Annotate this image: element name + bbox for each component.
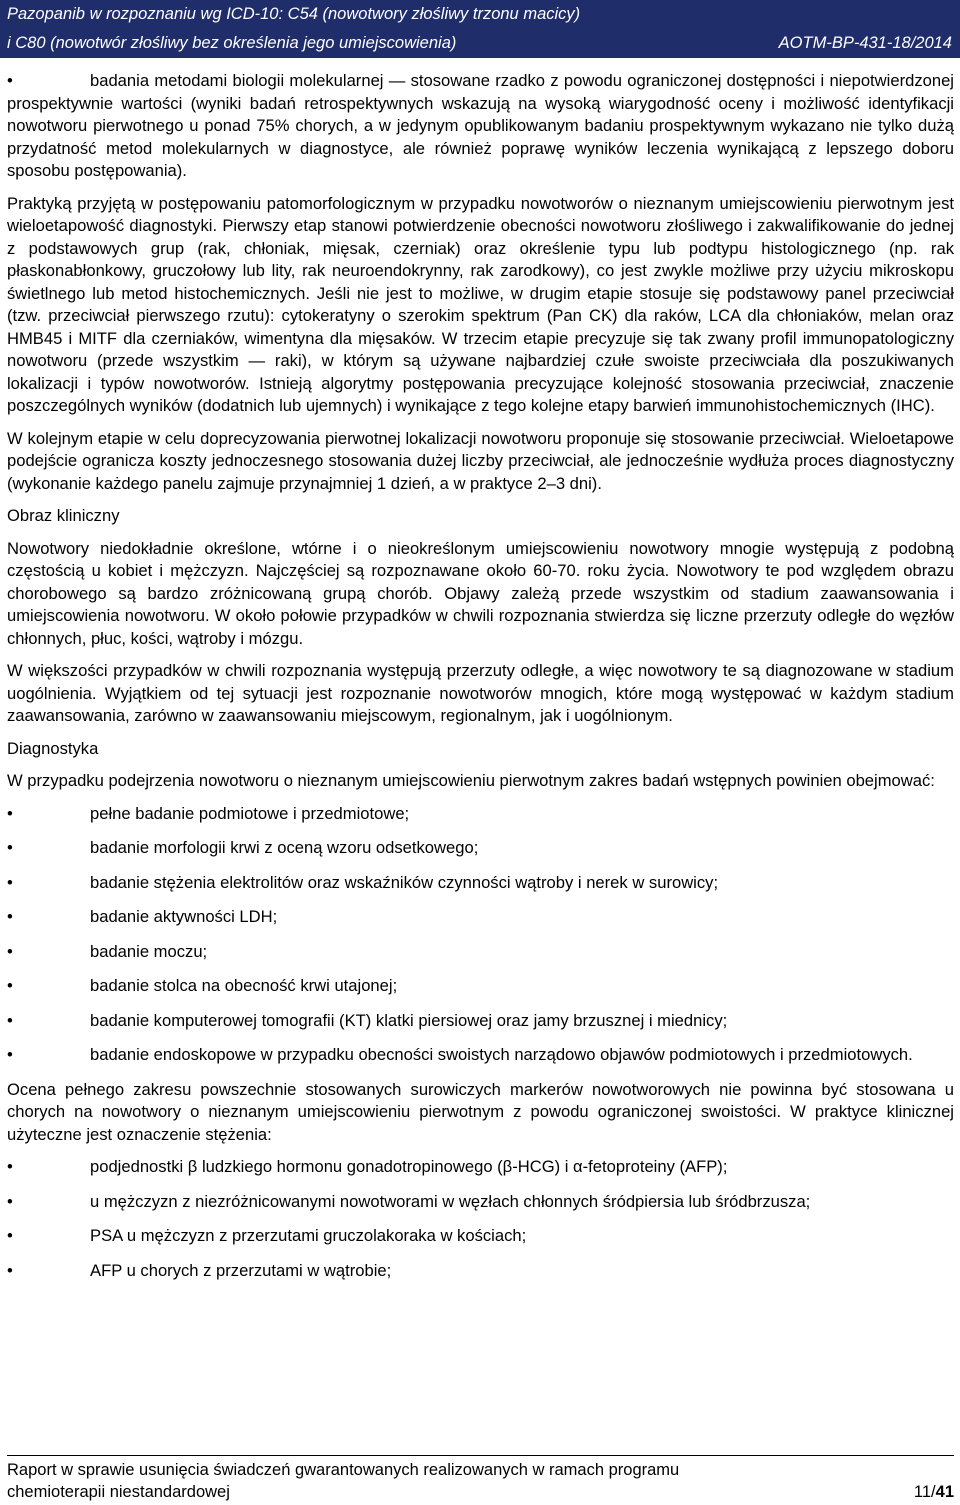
paragraph: Nowotwory niedokładnie określone, wtórne i o nieokreślonym umiejscowieniu nowotwory mnogie występują z podobną częstością u kobiet i mężczyzn. Najczęściej są rozpoznawane około 60-70. roku życia. Nowotwory te pod względem obrazu chorobowego są bardzo zróżnicowaną grupą chorób. Objawy zależą przede wszystkim od stadium zaawansowania i umiejscowienia nowotworu. W około połowie przypadków w chwili rozpoznania stwierdza się liczne przerzuty odległe do węzłów chłonnych, płuc, kości, wątroby i mózgu.	[7, 538, 954, 648]
paragraph: Praktyką przyjętą w postępowaniu patomorfologicznym w przypadku nowotworów o nieznanym umiejscowieniu pierwotnym jest wieloetapowość diagnostyki. Pierwszy etap stanowi potwierdzenie obecności nowotworu złośliwego i zakwalifikowanie do jednej z podstawowych grup (rak, chłoniak, mięsak, czerniak) oraz określenie typu lub podtypu histologicznego (np. rak płaskonabłonkowy, gruczołowy lub lity, rak neuroendokrynny, rak zarodkowy), co jest zwykle możliwe przy użyciu mikroskopu świetlnego lub metod histochemicznych. Jeśli nie jest to możliwe, w drugim etapie stosuje się podstawowy panel przeciwciał (tzw. przeciwciał pierwszego rzutu): cytokeratyny o szerokim spektrum (Pan CK) dla raków, LCA dla chłoniaków, melan oraz HMB45 i MITF dla czerniaków, wimentyna dla mięsaków. W trzecim etapie precyzuje się tak zwany profil immunopatologiczny nowotworu (przede wszystkim — raki), w którym są używane najbardziej czułe swoiste przeciwciała dla poszukiwanych lokalizacji i typów nowotworów. Istnieją algorytmy postępowania precyzujące kolejność stosowania przeciwciał, znaczenie poszczególnych wyników (dodatnich lub ujemnych) i wynikające z tego kolejne etapy barwień immunohistochemicznych (IHC).	[7, 193, 954, 415]
page-number	[914, 1481, 954, 1503]
bullet-icon: •	[7, 1260, 13, 1280]
list-item	[7, 1260, 954, 1283]
list-item	[7, 1044, 954, 1067]
list-item-text: badanie endoskopowe w przypadku obecności swoistych narządowo objawów podmiotowych i przedmiotowych.	[90, 1045, 913, 1064]
page-footer	[7, 1455, 954, 1503]
list-item-text: badanie aktywności LDH;	[90, 907, 278, 926]
header-title-line2: i C80 (nowotwór złośliwy bez określenia jego umiejscowienia)	[7, 34, 457, 52]
header-report-code: AOTM-BP-431-18/2014	[778, 34, 952, 52]
page-current: 11	[913, 1483, 932, 1501]
list-item-text: PSA u mężczyzn z przerzutami gruczolakoraka w kościach;	[90, 1226, 527, 1245]
list-item-text: badanie stężenia elektrolitów oraz wskaźników czynności wątroby i nerek w surowicy;	[90, 872, 719, 892]
page-header	[0, 0, 960, 58]
bullet-icon: •	[7, 907, 13, 926]
section-heading-diagnostics: Diagnostyka	[7, 738, 99, 758]
footer-report-line1: Raport w sprawie usunięcia świadczeń gwarantowanych realizowanych w ramach programu	[7, 1461, 680, 1479]
diagnostics-list	[7, 803, 954, 1067]
footer-report-line2: chemioterapii niestandardowej	[7, 1483, 230, 1501]
bullet-icon: •	[7, 1157, 13, 1176]
bullet-icon: •	[7, 838, 13, 857]
bullet-icon: •	[7, 1226, 13, 1245]
list-item-text: AFP u chorych z przerzutami w wątrobie;	[90, 1260, 392, 1280]
markers-list	[7, 1156, 954, 1282]
list-item	[7, 803, 954, 826]
list-item	[7, 1225, 954, 1248]
list-item-text: badanie stolca na obecność krwi utajonej;	[90, 976, 398, 995]
list-item	[7, 872, 954, 895]
bullet-icon: •	[7, 976, 13, 995]
list-item-text: pełne badanie podmiotowe i przedmiotowe;	[90, 803, 410, 823]
list-item-text: badanie morfologii krwi z oceną wzoru odsetkowego;	[90, 838, 479, 857]
bullet-icon: •	[7, 941, 13, 961]
page-separator: /	[931, 1483, 936, 1501]
list-item-text: badanie komputerowej tomografii (KT) klatki piersiowej oraz jamy brzusznej i miednicy;	[90, 1010, 728, 1030]
bullet-text: badania metodami biologii molekularnej — stosowane rzadko z powodu ograniczonej dostępności i niepotwierdzonej prospektywnie wartości (wyniki badań retrospektywnych wskazują na wysoką wiarygodność oceny i możliwość identyfikacji nowotworu pierwotnego u ponad 75% chorych, a w jedynym opublikowanym badaniu prospektywnym wykazano nie tylko dużą przydatność metod molekularnych w diagnostyce, ale również poprawę wyników leczenia wynikającą z lepszego doboru sposobu postępowania).	[7, 71, 954, 180]
paragraph: W kolejnym etapie w celu doprecyzowania pierwotnej lokalizacji nowotworu proponuje się stosowanie przeciwciał. Wieloetapowe podejście ogranicza koszty jednoczesnego stosowania dużej liczby przeciwciał, ale jednocześnie wydłuża proces diagnostyczny (wykonanie każdego panelu zajmuje przynajmniej 1 dzień, a w praktyce 2–3 dni).	[7, 428, 954, 493]
document-body	[7, 70, 954, 1294]
list-item	[7, 941, 954, 964]
header-title-line1: Pazopanib w rozpoznaniu wg ICD-10: C54 (nowotwory złośliwy trzonu macicy)	[7, 5, 581, 23]
bullet-icon: •	[7, 71, 13, 90]
list-item	[7, 975, 954, 998]
bullet-icon: •	[7, 872, 13, 892]
list-item-text: u mężczyzn z niezróżnicowanymi nowotworami w węzłach chłonnych śródpiersia lub śródbrzusza;	[90, 1191, 811, 1211]
list-item	[7, 1191, 954, 1214]
paragraph: W większości przypadków w chwili rozpoznania występują przerzuty odległe, a więc nowotwory te są diagnozowane w stadium uogólnienia. Wyjątkiem od tej sytuacji jest rozpoznanie nowotworów mnogich, które mogą występować w każdym stadium zaawansowania, zarówno w zaawansowaniu miejscowym, regionalnym, jak i uogólnionym.	[7, 661, 954, 725]
bullet-icon: •	[7, 803, 13, 823]
section-heading-clinical: Obraz kliniczny	[7, 506, 120, 525]
paragraph: W przypadku podejrzenia nowotworu o nieznanym umiejscowieniu pierwotnym zakres badań wstępnych powinien obejmować:	[7, 771, 935, 790]
page-total: 41	[935, 1483, 954, 1501]
list-item-text: badanie moczu;	[90, 941, 208, 961]
list-item	[7, 906, 954, 929]
bullet-icon: •	[7, 1045, 13, 1064]
list-item	[7, 1156, 954, 1179]
list-item-text: podjednostki β ludzkiego hormonu gonadotropinowego (β-HCG) i α-fetoproteiny (AFP);	[90, 1157, 728, 1176]
paragraph: Ocena pełnego zakresu powszechnie stosowanych surowiczych markerów nowotworowych nie powinna być stosowana u chorych na nowotwory o nieznanym umiejscowieniu pierwotnym z powodu ograniczonej swoistości. W praktyce klinicznej użyteczne jest oznaczenie stężenia:	[7, 1079, 954, 1144]
bullet-icon: •	[7, 1191, 13, 1211]
list-item	[7, 837, 954, 860]
list-item	[7, 70, 954, 183]
list-item	[7, 1010, 954, 1033]
bullet-icon: •	[7, 1010, 13, 1030]
